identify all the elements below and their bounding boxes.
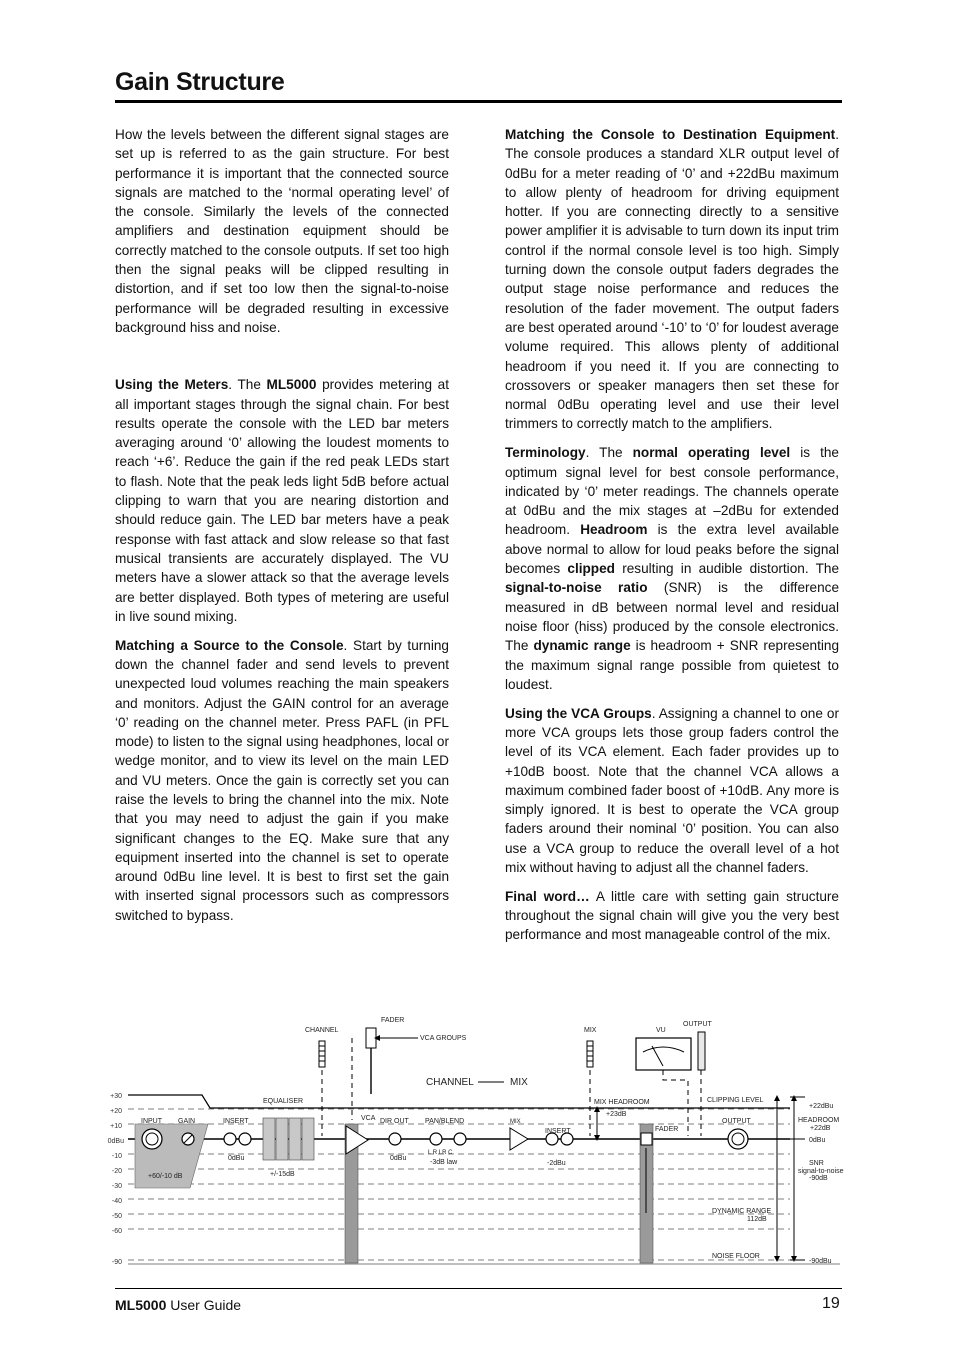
insert-label: INSERT bbox=[223, 1118, 249, 1125]
scale-label: +20 bbox=[110, 1108, 122, 1115]
scale-label: -50 bbox=[111, 1213, 122, 1220]
mix-headroom-label: MIX HEADROOM bbox=[594, 1099, 650, 1106]
arrow-up-icon bbox=[774, 1095, 780, 1101]
minus90-label: -90dBu bbox=[809, 1258, 832, 1265]
mix-headroom-value: +23dB bbox=[606, 1111, 627, 1118]
eq-band-icon bbox=[289, 1118, 301, 1160]
dynamic-range-value: 112dB bbox=[747, 1216, 767, 1223]
level-grid bbox=[128, 1109, 790, 1260]
clipping-level-line bbox=[128, 1095, 790, 1108]
vca-body: . Assigning a channel to one or more VCA groups lets those group faders control the level of its VCA element. Each fader provides up to +10dB boost. Note that the channel VCA allows a maximum combined fader boost of +10dB. Any more is simply ignored. It is best to operate the VCA group faders around their nominal ‘0’ position. You can also use a VCA group to reduce the overall level of a hot mix without having to adjust all the channel faders. bbox=[505, 705, 839, 875]
eq-band-icon bbox=[302, 1118, 314, 1160]
scale-label: +10 bbox=[110, 1123, 122, 1130]
fader-label: FADER bbox=[381, 1017, 405, 1024]
term-text-1: . The bbox=[585, 445, 633, 461]
snr-value: -90dB bbox=[809, 1175, 828, 1182]
meters-text-2: provides metering at all important stages through the signal chain. For best results operate the console with the LED bar meters averaging around ‘0’ allowing the loudest moments to reach ‘+6’. Reduce the gain if the red peak LEDs start to flash. Note that the peak leds light 5dB before actual clipping to warn that you are nearing distortion and should reduce gain. The LED bar meters have a peak response with fast attack and slow release so that fast musical transients are accurately displayed. The VU meters have a slower attack so that the average levels are better displayed. Both types of metering are useful in live sound mixing. bbox=[115, 377, 449, 624]
pan-law-label: -3dB law bbox=[430, 1159, 458, 1166]
headroom-label: HEADROOM bbox=[798, 1117, 840, 1124]
meters-heading: Using the Meters bbox=[115, 377, 229, 393]
vu-label: VU bbox=[656, 1027, 666, 1034]
source-paragraph bbox=[115, 636, 449, 925]
title-rule bbox=[115, 100, 842, 103]
mix-insert-level-label: -2dBu bbox=[547, 1160, 566, 1167]
term-text-2: is the optimum signal level for best console performance, indicated by ‘0’ meter readings. The channels operate at 0dBu and the mix stages at –2dBu for extended headroom. bbox=[505, 445, 839, 538]
term-bold-5: dynamic range bbox=[533, 638, 631, 654]
mix-amp-icon bbox=[510, 1128, 528, 1150]
right-column bbox=[505, 125, 839, 954]
gain-label: GAIN bbox=[178, 1118, 196, 1125]
meters-text-1: . The bbox=[228, 377, 267, 393]
term-text-5: (SNR) is the difference measured in dB between normal level and residual noise floor (hiss) produced by the console electronics. The bbox=[505, 580, 840, 654]
vu-meter-icon bbox=[636, 1038, 691, 1070]
snr-desc-label: signal-to-noise bbox=[798, 1168, 844, 1175]
channel-section-label: CHANNEL bbox=[426, 1077, 474, 1088]
mix-amp-label: MIX bbox=[510, 1119, 521, 1125]
input-xlr-icon bbox=[142, 1129, 162, 1149]
pan-lr-label: L R LR C bbox=[428, 1150, 453, 1156]
scale-label: +30 bbox=[110, 1093, 122, 1100]
mix-meter-label: MIX bbox=[584, 1027, 597, 1034]
eq-band-icon bbox=[276, 1118, 288, 1160]
insert-level-label: 0dBu bbox=[228, 1155, 245, 1162]
scale-label: -90 bbox=[111, 1259, 122, 1266]
eq-band-icon bbox=[263, 1118, 275, 1160]
dynamic-range-label: DYNAMIC RANGE bbox=[712, 1208, 772, 1215]
eq-range-label: +/-15dB bbox=[270, 1171, 295, 1178]
arrow-down-icon bbox=[774, 1256, 780, 1262]
master-fader-cap-icon bbox=[641, 1133, 652, 1145]
output-meter-label: OUTPUT bbox=[683, 1021, 712, 1028]
vca-groups-label: VCA GROUPS bbox=[420, 1035, 467, 1042]
footer-guide-text: User Guide bbox=[166, 1297, 242, 1313]
scale-label: -20 bbox=[111, 1168, 122, 1175]
term-bold-2: Headroom bbox=[580, 522, 648, 538]
noise-floor-label: NOISE FLOOR bbox=[712, 1253, 760, 1260]
mix-meter-icon bbox=[587, 1041, 593, 1067]
term-text-6: is headroom + SNR representing the maximum signal range possible from quietest to loudest. bbox=[505, 638, 840, 692]
pan-blend-label: PAN/BLEND bbox=[425, 1118, 465, 1125]
meters-paragraph bbox=[115, 375, 449, 626]
output-stage-label: OUTPUT bbox=[722, 1118, 751, 1125]
vca-heading: Using the VCA Groups bbox=[505, 705, 652, 721]
left-column bbox=[115, 125, 449, 935]
dir-out-level-label: 0dBu bbox=[390, 1155, 407, 1162]
scale-label: -30 bbox=[111, 1183, 122, 1190]
final-heading: Final word… bbox=[505, 888, 590, 904]
arrow-up-icon bbox=[791, 1095, 797, 1101]
vca-paragraph bbox=[505, 704, 839, 878]
term-bold-3: clipped bbox=[567, 561, 615, 577]
plus22-label: +22dBu bbox=[809, 1103, 834, 1110]
blend-knob-icon bbox=[454, 1133, 466, 1145]
term-text-4: resulting in audible distortion. The bbox=[614, 561, 839, 577]
terminology-heading: Terminology bbox=[505, 445, 586, 461]
final-paragraph bbox=[505, 887, 839, 945]
headroom-value: +22dB bbox=[810, 1125, 831, 1132]
scale-label: 0dBu bbox=[107, 1138, 124, 1145]
intro-paragraph: How the levels between the different signal stages are set up is referred to as the gain structure. For best performance it is important that the connected source signals are matched to the ‘normal operating level’ of the console. Similarly the levels of the connected amplifiers and destination equipment should be correctly matched to the console outputs. If set too high then the signal peaks will be clipped resulting in distortion, and if set too low then the signal-to-noise performance will be degraded resulting in excessive background hiss and noise. bbox=[115, 127, 449, 335]
vca-label: VCA bbox=[361, 1115, 376, 1122]
source-body: . Start by turning down the channel fader and send levels to prevent unexpected loud volumes reaching the main speakers and monitors. Adjust the GAIN control for an average ‘0’ reading on the channel meter. Press PAFL (in PFL mode) to listen to the signal using headphones, local or wedge monitor, and to view its level on the main LED and VU meters. Once the gain is correctly set you can raise the levels to bring the channel into the mix. Note that you may need to adjust the gain if you make significant changes to the EQ. Make sure that any equipment inserted into the channel is set to operate around 0dBu line level. It is best to first set the gain with inserted signal processors such as compressors switched to bypass. bbox=[115, 637, 449, 923]
master-fader-label: FADER bbox=[655, 1126, 679, 1133]
term-bold-4: signal-to-noise ratio bbox=[505, 580, 648, 596]
final-body: A little care with setting gain structure throughout the signal chain will give you the very best performance and most manageable control of the mix. bbox=[505, 888, 839, 943]
scale-label: -60 bbox=[111, 1228, 122, 1235]
arrow-down-icon bbox=[594, 1135, 600, 1141]
output-xlr-icon bbox=[728, 1129, 748, 1149]
mix-insert-label: INSERT bbox=[545, 1128, 571, 1135]
destination-paragraph bbox=[505, 125, 839, 434]
page-number: 19 bbox=[822, 1295, 840, 1312]
meters-product: ML5000 bbox=[266, 377, 317, 393]
scale-label: -10 bbox=[111, 1153, 122, 1160]
level-scale bbox=[108, 1093, 124, 1266]
clipping-level-label: CLIPPING LEVEL bbox=[707, 1097, 764, 1104]
source-heading: Matching a Source to the Console bbox=[115, 637, 344, 653]
scale-label: -40 bbox=[111, 1198, 122, 1205]
arrow-down-icon bbox=[791, 1256, 797, 1262]
gain-range-label: +60/-10 dB bbox=[148, 1173, 183, 1180]
zero-label: 0dBu bbox=[809, 1137, 826, 1144]
gain-structure-diagram bbox=[100, 1008, 860, 1273]
terminology-paragraph bbox=[505, 443, 839, 694]
channel-meter-icon bbox=[319, 1041, 325, 1067]
output-meter-icon bbox=[698, 1032, 705, 1070]
mix-section-label: MIX bbox=[510, 1077, 528, 1088]
term-bold-1: normal operating level bbox=[632, 445, 791, 461]
dir-out-icon bbox=[389, 1133, 401, 1145]
footer-rule bbox=[115, 1288, 842, 1289]
channel-meter-label: CHANNEL bbox=[305, 1027, 339, 1034]
footer-guide bbox=[115, 1297, 241, 1313]
page-title: Gain Structure bbox=[115, 68, 285, 96]
equaliser-label: EQUALISER bbox=[263, 1098, 304, 1105]
insert-send-icon bbox=[224, 1133, 236, 1145]
snr-label: SNR bbox=[809, 1160, 824, 1167]
input-label: INPUT bbox=[141, 1118, 162, 1125]
destination-body: . The console produces a standard XLR output level of 0dBu for a meter reading of ‘0’ and +22dBu maximum to allow plenty of headroom for driving equipment hotter. If you are connecting directly to a sensitive power amplifier it is advisable to turn down its input trim control if the normal console level is too high. Simply turning down the console output faders degrades the output stage noise performance and reduces the resolution of the fader movement. The output faders are best operated around ‘-10’ to ‘0’ for loudest average volume required. This allows plenty of additional headroom if you need it. If you are connecting to crossovers or speaker managers then set these for normal 0dBu operating level and use their level trimmers to correctly match to the amplifiers. bbox=[505, 127, 839, 432]
footer-product: ML5000 bbox=[115, 1297, 167, 1313]
term-text-3: is the extra level available above normal to allow for loud peaks before the signal becomes bbox=[505, 522, 840, 577]
dir-out-label: DIR OUT bbox=[380, 1118, 409, 1125]
destination-heading: Matching the Console to Destination Equipment bbox=[505, 127, 836, 142]
insert-return-icon bbox=[239, 1133, 251, 1145]
pan-knob-icon bbox=[430, 1133, 442, 1145]
